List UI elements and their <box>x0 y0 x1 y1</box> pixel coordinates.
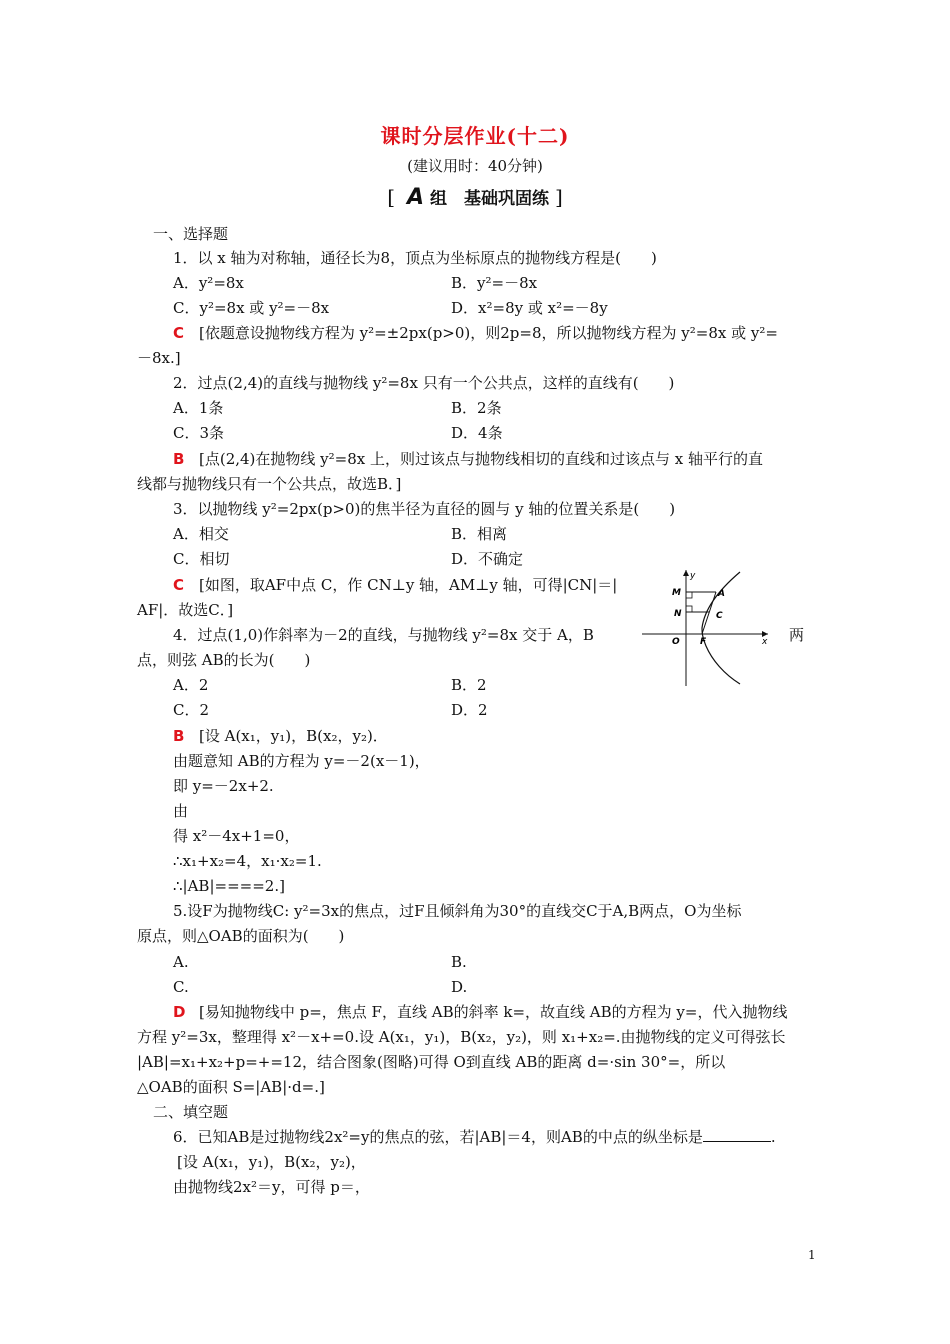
explanation-2-line2: 线都与抛物线只有一个公共点，故选B．] <box>137 475 402 493</box>
answer-5: D <box>173 1003 186 1021</box>
option-1b: B．y²=－8x <box>451 274 538 292</box>
option-2b: B．2条 <box>451 399 502 417</box>
answer-4: B <box>173 727 185 745</box>
option-5d: D. <box>451 978 468 996</box>
option-3c: C．相切 <box>173 550 230 568</box>
explanation-3-line2: AF|．故选C．] <box>137 601 234 619</box>
explanation-5-line2: 方程 y²=3x，整理得 x²－x+=0.设 A(x₁，y₁)，B(x₂，y₂)，则 x₁+x₂=.由抛物线的定义可得弦长 <box>137 1028 786 1046</box>
suggested-time: (建议用时：40分钟) <box>407 157 543 175</box>
option-4c: C．2 <box>173 701 210 719</box>
figure-label-y: y <box>690 571 696 581</box>
explanation-3-line1: [如图，取AF中点 C，作 CN⊥y 轴，AM⊥y 轴，可得|CN|＝| <box>199 576 618 594</box>
answer-3: C <box>173 576 185 594</box>
explanation-6-line2: 由抛物线2x²＝y，可得 p＝， <box>173 1178 370 1196</box>
option-4b: B．2 <box>451 676 487 694</box>
option-3d: D．不确定 <box>451 550 524 568</box>
answer-2: B <box>173 450 185 468</box>
answer-blank <box>703 1127 771 1142</box>
bracket-left: [ <box>387 185 396 209</box>
option-4d: D．2 <box>451 701 488 719</box>
group-label: 组 基础巩固练 <box>430 189 550 209</box>
explanation-4-line2: 由题意知 AB的方程为 y=－2(x－1)， <box>173 752 430 770</box>
option-2a: A．1条 <box>173 399 224 417</box>
figure-label-n: N <box>674 609 682 619</box>
explanation-4-line4: 由 <box>173 802 189 820</box>
explanation-4-line7: ∴|AB|====2.] <box>173 877 285 895</box>
page-number: 1 <box>808 1248 816 1262</box>
option-3a: A．相交 <box>173 525 229 543</box>
bracket-right: ] <box>554 185 563 209</box>
question-6 <box>173 1127 776 1147</box>
figure-label-o: O <box>672 637 680 647</box>
explanation-4-line3: 即 y=－2x+2. <box>173 777 274 795</box>
option-1c: C．y²=8x 或 y²=－8x <box>173 299 330 317</box>
explanation-4-line5: 得 x²－4x+1=0， <box>173 827 300 845</box>
group-letter: A <box>406 185 425 210</box>
explanation-4-line6: ∴x₁+x₂=4，x₁·x₂=1. <box>173 852 322 870</box>
option-5b: B. <box>451 953 467 971</box>
question-4-line2: 点，则弦 AB的长为( ) <box>137 651 311 669</box>
question-5-line2: 原点，则△OAB的面积为( ) <box>137 927 345 945</box>
section-heading-choice: 一、选择题 <box>153 225 229 243</box>
explanation-1-line2: －8x.] <box>137 349 181 367</box>
figure-label-c: C <box>716 611 723 621</box>
figure-label-f: F <box>700 637 707 647</box>
option-1d: D．x²=8y 或 x²=－8y <box>451 299 608 317</box>
section-heading-fill: 二、填空题 <box>153 1103 229 1121</box>
explanation-2-line1: [点(2,4)在抛物线 y²=8x 上，则过该点与抛物线相切的直线和过该点与 x 轴平行的直 <box>199 450 764 468</box>
figure-label-a: A <box>718 589 725 599</box>
question-1: 1．以 x 轴为对称轴，通径长为8，顶点为坐标原点的抛物线方程是( ) <box>173 249 657 267</box>
question-4-line1-tail: 两 <box>789 626 805 644</box>
question-6-period: . <box>770 1128 776 1146</box>
explanation-5-line1: [易知抛物线中 p=，焦点 F，直线 AB的斜率 k=，故直线 AB的方程为 y=，代入抛物线 <box>199 1003 788 1021</box>
parabola-figure <box>636 566 784 688</box>
page-title: 课时分层作业(十二) <box>380 124 570 148</box>
explanation-6-line1: [设 A(x₁，y₁)，B(x₂，y₂)， <box>177 1153 366 1171</box>
group-header <box>0 184 950 210</box>
option-3b: B．相离 <box>451 525 508 543</box>
option-1a: A．y²=8x <box>173 274 244 292</box>
explanation-5-line4: △OAB的面积 S=|AB|·d=.] <box>137 1078 325 1096</box>
question-5-line1: 5.设F为抛物线C: y²=3x的焦点，过F且倾斜角为30°的直线交C于A,B两点，O为坐标 <box>173 902 742 920</box>
question-4-line1: 4．过点(1,0)作斜率为－2的直线，与抛物线 y²=8x 交于 A，B <box>173 626 594 644</box>
explanation-5-line3: |AB|=x₁+x₂+p=+=12，结合图象(图略)可得 O到直线 AB的距离 d=·sin 30°=，所以 <box>137 1053 726 1071</box>
figure-label-m: M <box>672 588 681 598</box>
option-5c: C. <box>173 978 189 996</box>
option-2d: D．4条 <box>451 424 503 442</box>
explanation-1-line1: [依题意设抛物线方程为 y²=±2px(p>0)，则2p=8，所以抛物线方程为 y²=8x 或 y²= <box>199 324 778 342</box>
option-5a: A. <box>173 953 189 971</box>
question-6-text: 6．已知AB是过抛物线2x²=y的焦点的弦，若|AB|＝4，则AB的中点的纵坐标是 <box>173 1128 703 1146</box>
question-3: 3．以抛物线 y²=2px(p>0)的焦半径为直径的圆与 y 轴的位置关系是( ) <box>173 500 676 518</box>
option-2c: C．3条 <box>173 424 225 442</box>
option-4a: A．2 <box>173 676 209 694</box>
explanation-4-line1: [设 A(x₁，y₁)，B(x₂，y₂)． <box>199 727 388 745</box>
question-2: 2．过点(2,4)的直线与抛物线 y²=8x 只有一个公共点，这样的直线有( ) <box>173 374 675 392</box>
figure-label-x: x <box>762 637 768 647</box>
answer-1: C <box>173 324 185 342</box>
